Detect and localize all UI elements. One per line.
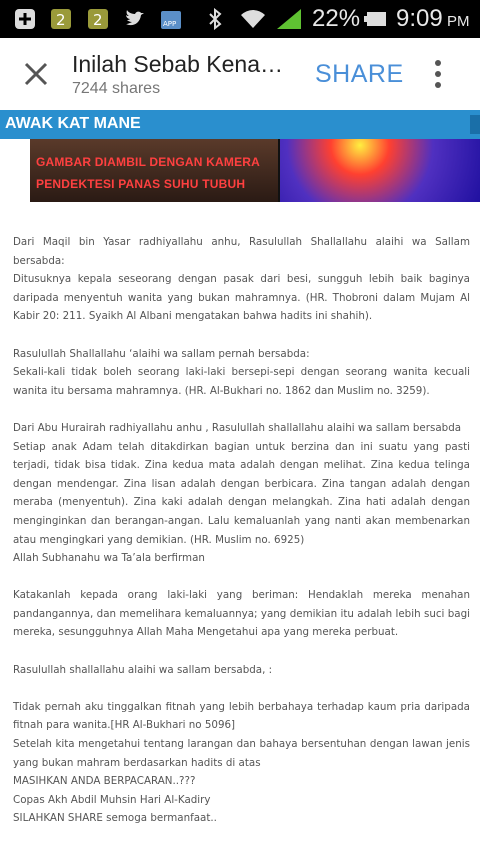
- article-paragraph: Ditusuknya kepala seseorang dengan pasak dari besi, sungguh lebih baik baginya daripada menyentuh wanita yang bukan mahramnya. (HR. Thobroni dalam Mujam Al Kabir 20: 211. Syaikh Al Albani mengatakan bahwa hadits ini shahih).: [13, 273, 470, 323]
- twitter-icon: [124, 8, 146, 30]
- thermal-image-panel: [280, 139, 480, 202]
- clock-ampm: PM: [447, 13, 470, 30]
- overflow-menu-icon[interactable]: [430, 60, 446, 90]
- battery-icon: [364, 8, 388, 30]
- app-icon: [87, 8, 109, 30]
- bluetooth-icon: [204, 8, 226, 30]
- article-body: [13, 233, 470, 828]
- page-title: Inilah Sebab Kena…: [72, 51, 283, 77]
- app-store-icon: [160, 8, 182, 30]
- status-bar: [0, 0, 480, 38]
- article-paragraph: Setelah kita mengetahui tentang larangan dan bahaya bersentuhan dengan lawan jenis yang bukan mahram berdasarkan hadits di atas: [13, 738, 470, 769]
- paragraph-spacer: [13, 326, 470, 345]
- share-count: 7244 shares: [72, 80, 161, 97]
- article-paragraph: Katakanlah kepada orang laki-laki yang beriman: Hendaklah mereka menahan pandangannya, dan memelihara kemaluannya; yang demikian itu adalah lebih suci bagi mereka, sesungguhnya Allah Maha Mengetahui apa yang mereka perbuat.: [13, 589, 470, 639]
- article-paragraph: MASIHKAN ANDA BERPACARAN..???: [13, 775, 196, 788]
- svg-text:2: 2: [56, 11, 66, 29]
- signal-icon: [276, 8, 302, 30]
- app-icon: [50, 8, 72, 30]
- article-paragraph: Sekali-kali tidak boleh seorang laki-laki bersepi-sepi dengan seorang wanita kecuali wanita itu bersama mahramnya. (HR. Al-Bukhari no. 1862 dan Muslim no. 3259).: [13, 366, 470, 397]
- image-caption-line-2: PENDEKTESI PANAS SUHU TUBUH: [36, 177, 246, 191]
- battery-percent: 22%: [312, 5, 361, 32]
- article-image: [30, 139, 480, 202]
- article-paragraph: Rasulullah Shallallahu ‘alaihi wa sallam pernah bersabda:: [13, 347, 310, 360]
- close-icon[interactable]: [22, 60, 50, 88]
- svg-text:2: 2: [93, 11, 103, 29]
- clock-time: 9:09: [396, 5, 443, 32]
- banner-title: AWAK KAT MANE: [5, 115, 141, 132]
- site-banner: [0, 110, 480, 139]
- article-paragraph: Allah Subhanahu wa Ta’ala berfirman: [13, 552, 205, 565]
- add-icon: [14, 8, 36, 30]
- wifi-icon: [240, 8, 266, 30]
- app-bar: [0, 38, 480, 111]
- article-paragraph: Dari Maqil bin Yasar radhiyallahu anhu, Rasulullah Shallallahu alaihi wa Sallam bersabda:: [13, 236, 470, 267]
- svg-text:APP: APP: [163, 20, 177, 28]
- article-paragraph: Setiap anak Adam telah ditakdirkan bagian untuk berzina dan ini suatu yang pasti terjadi, tidak bisa tidak. Zina kedua mata adalah dengan melihat. Zina kedua telinga dengan mendengar. Zina lisan adalah dengan berbicara. Zina tangan adalah dengan meraba (menyentuh). Zina kaki adalah dengan melangkah. Zina hati adalah dengan menginginkan dan berangan-angan. Lalu kemaluanlah yang nanti akan membenarkan atau mengingkari yang demikian. (HR. Muslim no. 6925): [13, 440, 470, 546]
- paragraph-spacer: [13, 568, 470, 587]
- article-paragraph: Copas Akh Abdil Muhsin Hari Al-Kadiry: [13, 793, 211, 806]
- image-caption-line-1: GAMBAR DIAMBIL DENGAN KAMERA: [36, 155, 261, 169]
- photo-left-panel: [30, 139, 278, 202]
- paragraph-spacer: [13, 642, 470, 661]
- article-paragraph: Dari Abu Hurairah radhiyallahu anhu , Rasulullah shallallahu alaihi wa sallam bersabda: [13, 421, 462, 434]
- banner-edge: [470, 115, 480, 134]
- paragraph-spacer: [13, 679, 470, 698]
- paragraph-spacer: [13, 400, 470, 419]
- article-paragraph: SILAHKAN SHARE semoga bermanfaat..: [13, 812, 217, 825]
- share-button[interactable]: SHARE: [315, 60, 404, 88]
- article-paragraph: Tidak pernah aku tinggalkan fitnah yang lebih berbahaya terhadap kaum pria daripada fitnah para wanita.[HR Al-Bukhari no 5096]: [13, 700, 470, 732]
- article-paragraph: Rasulullah shallallahu alaihi wa sallam bersabda, :: [13, 663, 273, 676]
